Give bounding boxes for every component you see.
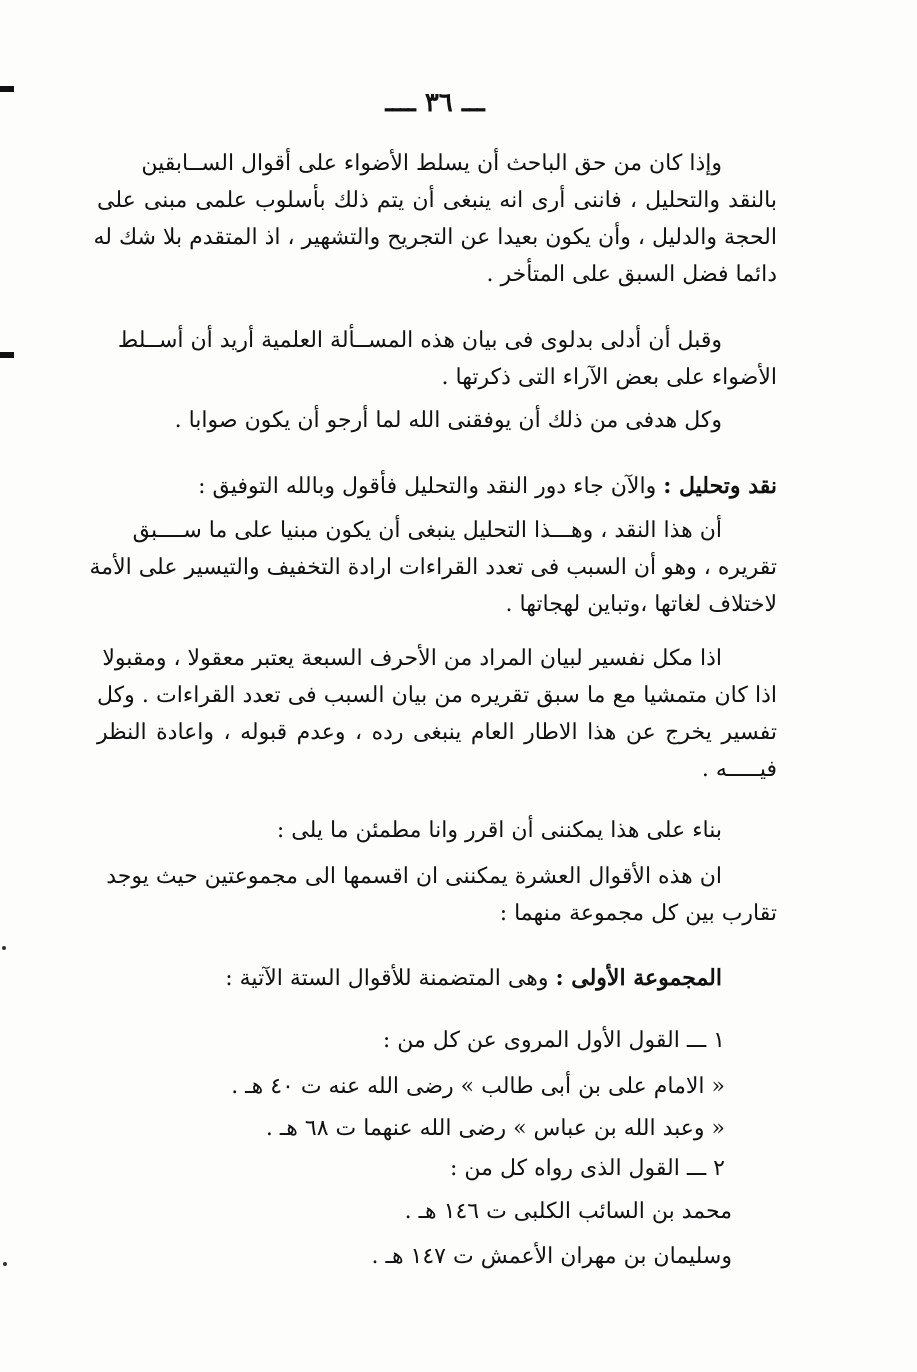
text-line: فيـــــه . — [701, 757, 777, 782]
scan-mark — [0, 352, 14, 358]
text-line: وقبل أن أدلى بدلوى فى بيان هذه المســألة العلمية أريد أن أســلط — [117, 328, 722, 353]
text-line: ان هذه الأقوال العشرة يمكننى ان اقسمها الى مجموعتين حيث يوجد — [106, 864, 722, 889]
text-line: والآن جاء دور النقد والتحليل فأقول وبالله التوفيق : — [198, 474, 657, 499]
list-item: محمد بن السائب الكلبى ت ١٤٦ هـ . — [404, 1199, 732, 1224]
list-item: ١ ـــ القول الأول المروى عن كل من : — [382, 1028, 725, 1053]
paragraph-interpretation — [97, 640, 777, 788]
scan-mark — [0, 86, 14, 92]
text-line: اذا كان متمشيا مع ما سبق تقريره من بيان السبب فى تعدد القراءات . وكل — [97, 683, 777, 708]
section-heading-first-group: المجموعة الأولى : — [555, 965, 722, 991]
list-item: « وعبد الله بن عباس » رضى الله عنهما ت ٦٨ هـ . — [265, 1116, 725, 1141]
scan-speck — [3, 1262, 7, 1266]
text-line: وإذا كان من حق الباحث أن يسلط الأضواء على أقوال الســابقين — [141, 151, 722, 176]
list-item: ٢ ـــ القول الذى رواه كل من : — [450, 1156, 725, 1181]
text-line: وكل هدفى من ذلك أن يوفقنى الله لما أرجو أن يكون صوابا . — [174, 408, 722, 433]
text-line: الحجة والدليل ، وأن يكون بعيدا عن التجريح والتشهير ، اذ المتقدم بلا شك له — [93, 225, 777, 250]
text-line: بناء على هذا يمكننى أن اقرر وانا مطمئن ما يلى : — [276, 818, 722, 843]
list-item: « الامام على بن أبى طالب » رضى الله عنه ت ٤٠ هـ . — [231, 1074, 725, 1099]
paragraph-goal — [102, 402, 722, 439]
paragraph-critique-heading — [97, 468, 777, 505]
text-line: وهى المتضمنة للأقوال الستة الآتية : — [225, 966, 549, 991]
text-line: تقارب بين كل مجموعة منهما : — [499, 901, 777, 926]
text-line: بالنقد والتحليل ، فاننى أرى انه ينبغى أن يتم ذلك بأسلوب علمى مبنى على — [97, 188, 777, 213]
paragraph-conclusion-intro — [102, 812, 722, 849]
text-line: اذا مكل نفسير لبيان المراد من الأحرف السبعة يعتبر معقولا ، ومقبولا — [102, 646, 722, 671]
scan-speck — [2, 946, 6, 950]
paragraph-groups — [97, 858, 777, 932]
text-line: تقريره ، وهو أن السبب فى تعدد القراءات ارادة التخفيف والتيسير على الأمة — [89, 555, 777, 580]
text-line: أن هذا النقد ، وهـــذا التحليل ينبغى أن يكون مبنيا على ما ســــبق — [132, 518, 722, 543]
page-number: ـــ ٣٦ ــــ — [385, 88, 485, 118]
section-heading-critique: نقد وتحليل : — [663, 473, 777, 499]
text-line: دائما فضل السبق على المتأخر . — [486, 262, 777, 287]
text-line: الأضواء على بعض الآراء التى ذكرتها . — [441, 365, 777, 390]
paragraph-basis — [89, 512, 777, 623]
list-item: وسليمان بن مهران الأعمش ت ١٤٧ هـ . — [371, 1244, 732, 1269]
paragraph-before-discussion — [97, 322, 777, 396]
paragraph-intro — [93, 145, 777, 293]
text-line: تفسير يخرج عن هذا الاطار العام ينبغى رده ، وعدم قبوله ، واعادة النظر — [97, 720, 777, 745]
paragraph-first-group — [102, 960, 722, 997]
text-line: لاختلاف لغاتها ،وتباين لهجاتها . — [505, 592, 777, 617]
